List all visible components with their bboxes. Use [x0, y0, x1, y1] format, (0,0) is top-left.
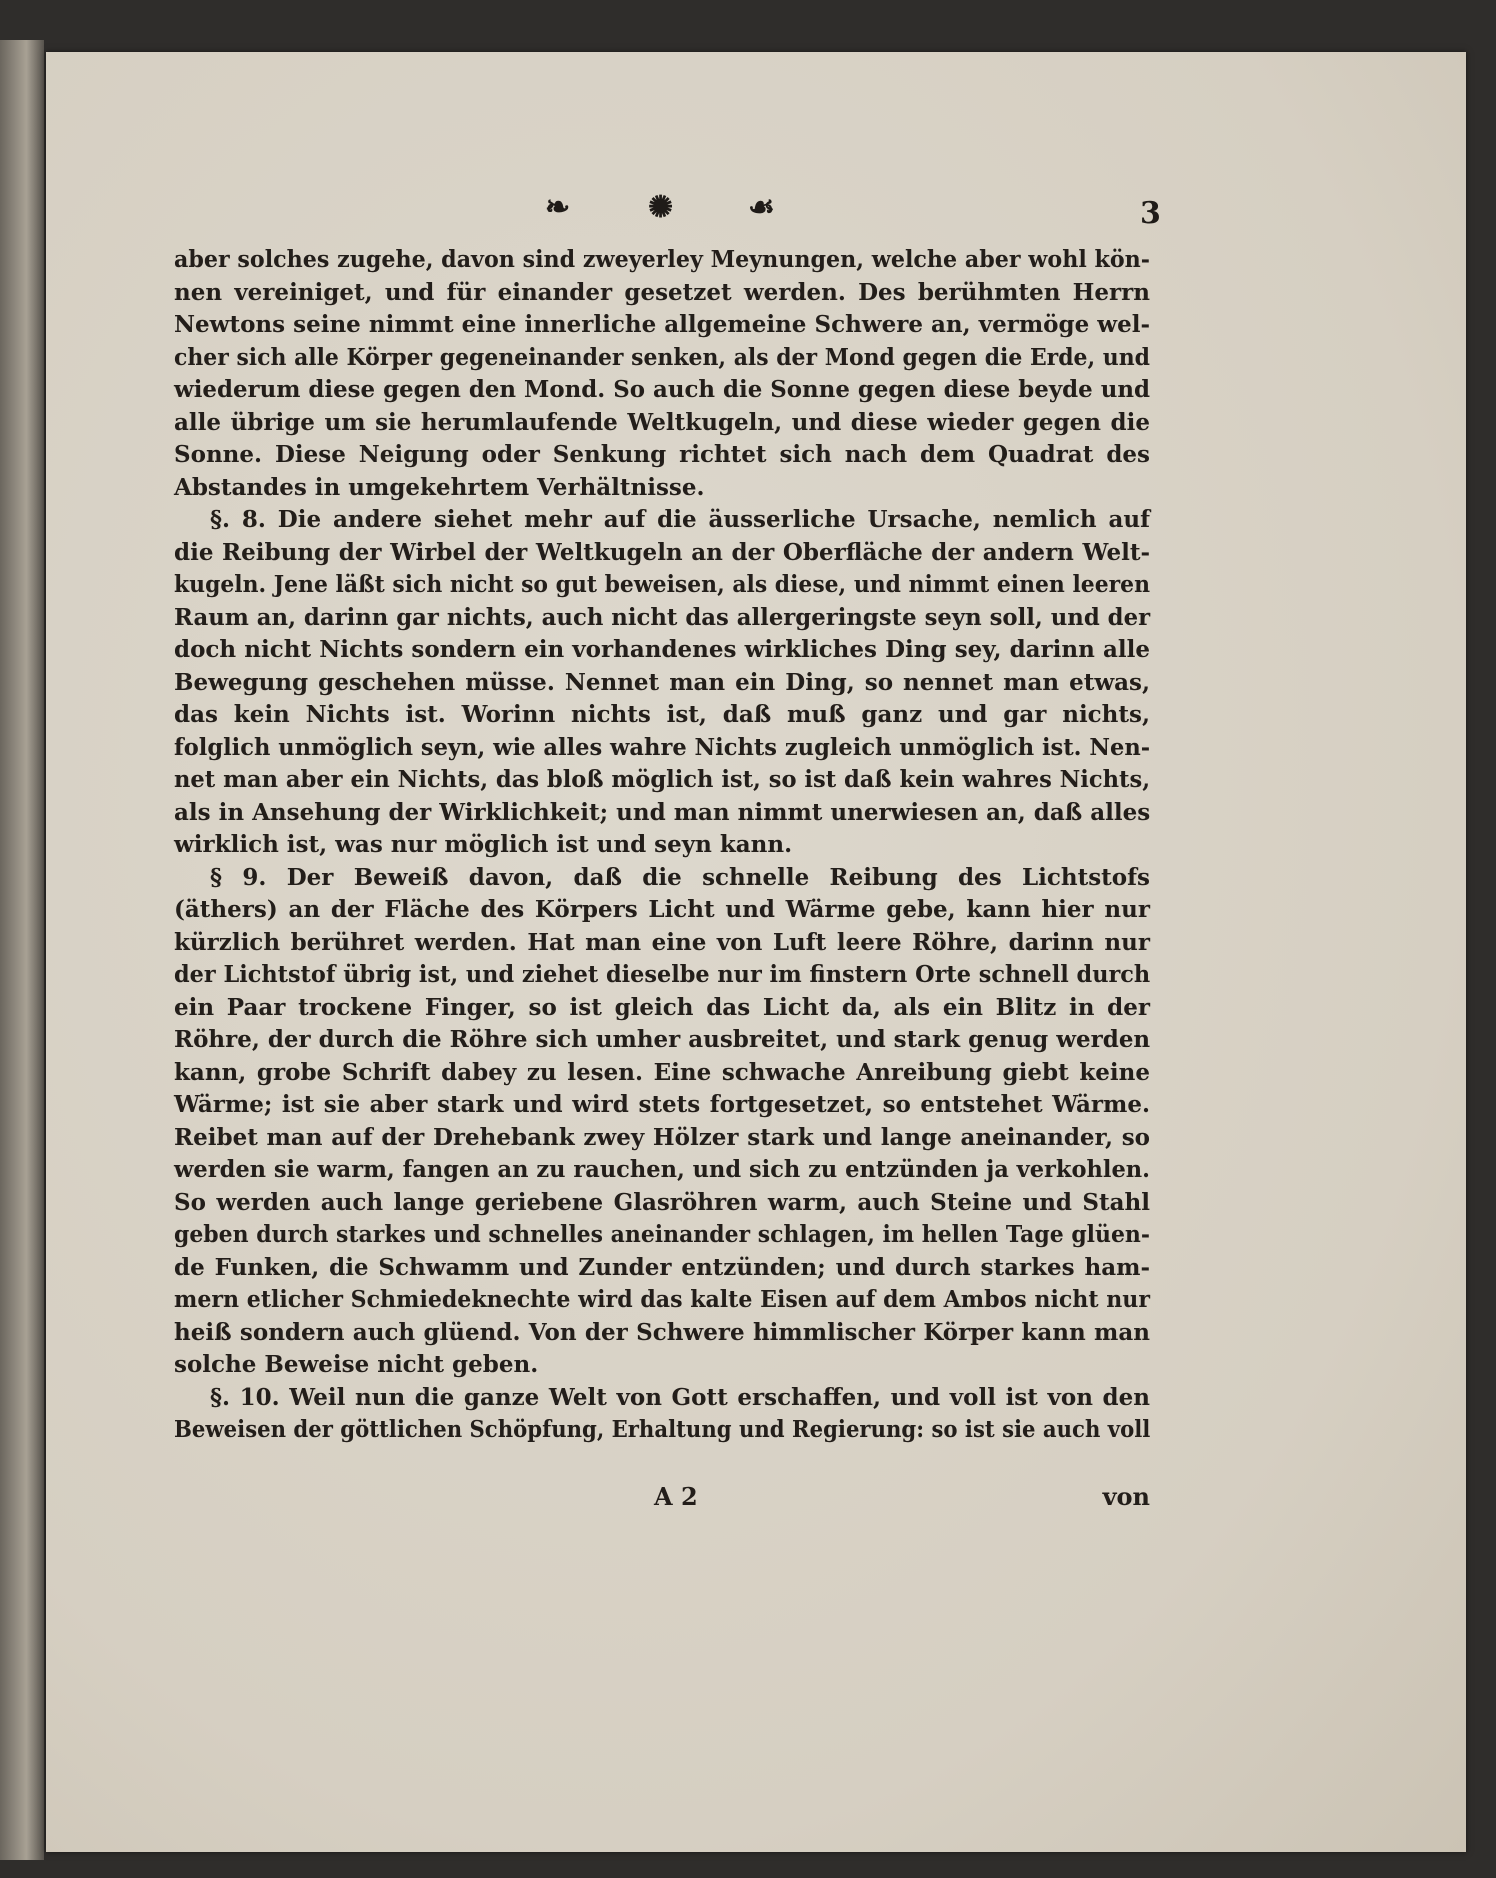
text-line: Bewegung geschehen müsse. Nennet man ein Ding, so nennet man etwas,: [174, 668, 1150, 696]
text-line: aber solches zugehe, davon sind zweyerley Meynungen, welche aber wohl kön-: [174, 246, 1150, 273]
text-line: solche Beweise nicht geben.: [174, 1351, 539, 1378]
text-line: Wärme; ist sie aber stark und wird stets fortgesetzet, so entstehet Wärme.: [174, 1091, 1150, 1118]
page-footer: [174, 1482, 1150, 1516]
text-line: net man aber ein Nichts, das bloß möglich ist, so ist daß kein wahres Nichts,: [174, 766, 1151, 793]
signature-mark: A 2: [654, 1482, 698, 1511]
ornament-left-icon: ❧: [545, 190, 571, 225]
text-line: der Lichtstof übrig ist, und ziehet dieselbe nur im finstern Orte schnell durch: [174, 961, 1151, 988]
text-line: folglich unmöglich seyn, wie alles wahre Nichts zugleich unmöglich ist. Nen-: [174, 733, 1151, 761]
ornament-center-icon: ✺: [648, 190, 674, 225]
text-line: Abstandes in umgekehrtem Verhältnisse.: [174, 473, 705, 501]
text-line: §. 10. Weil nun die ganze Welt von Gott erschaffen, und voll ist von den: [210, 1383, 1150, 1411]
text-line: alle übrige um sie herumlaufende Weltkugeln, und diese wieder gegen die: [174, 408, 1150, 436]
text-line: de Funken, die Schwamm und Zunder entzünden; und durch starkes ham-: [174, 1253, 1150, 1281]
page-header: [0, 190, 1496, 230]
text-line: kugeln. Jene läßt sich nicht so gut beweisen, als diese, und nimmt einen leeren: [174, 571, 1150, 598]
previous-page-edge: [0, 40, 44, 1860]
text-line: heiß sondern auch glüend. Von der Schwere himmlischer Körper kann man: [174, 1318, 1150, 1346]
text-line: Reibet man auf der Drehebank zwey Hölzer stark und lange aneinander, so: [174, 1123, 1150, 1151]
text-line: Röhre, der durch die Röhre sich umher ausbreitet, und stark genug werden: [174, 1026, 1151, 1053]
text-line: die Reibung der Wirbel der Weltkugeln an der Oberfläche der andern Welt-: [174, 538, 1150, 566]
text-line: So werden auch lange geriebene Glasröhren warm, auch Steine und Stahl: [174, 1188, 1150, 1216]
text-line: § 9. Der Beweiß davon, daß die schnelle Reibung des Lichtstofs: [210, 863, 1150, 891]
text-line: das kein Nichts ist. Worinn nichts ist, daß muß ganz und gar nichts,: [174, 701, 1150, 728]
body-text: [174, 244, 1150, 1447]
text-line: §. 8. Die andere siehet mehr auf die äusserliche Ursache, nemlich auf: [210, 506, 1150, 533]
text-line: (äthers) an der Fläche des Körpers Licht und Wärme gebe, kann hier nur: [174, 896, 1150, 923]
ornament-right-icon: ☙: [748, 190, 775, 225]
text-line: als in Ansehung der Wirklichkeit; und man nimmt unerwiesen an, daß alles: [174, 798, 1151, 826]
text-line: wirklich ist, was nur möglich ist und seyn kann.: [174, 831, 793, 858]
text-line: Raum an, darinn gar nichts, auch nicht das allergeringste seyn soll, und der: [174, 603, 1151, 631]
text-line: geben durch starkes und schnelles aneinander schlagen, im hellen Tage glüen-: [174, 1221, 1150, 1248]
text-line: kann, grobe Schrift dabey zu lesen. Eine schwache Anreibung giebt keine: [174, 1058, 1150, 1086]
text-line: mern etlicher Schmiedeknechte wird das kalte Eisen auf dem Ambos nicht nur: [174, 1286, 1150, 1313]
text-line: Sonne. Diese Neigung oder Senkung richtet sich nach dem Quadrat des: [174, 441, 1150, 468]
text-line: kürzlich berühret werden. Hat man eine von Luft leere Röhre, darinn nur: [174, 928, 1150, 956]
text-line: wiederum diese gegen den Mond. So auch die Sonne gegen diese beyde und: [174, 376, 1150, 403]
text-line: Newtons seine nimmt eine innerliche allgemeine Schwere an, vermöge wel-: [174, 311, 1150, 338]
text-line: nen vereiniget, und für einander gesetzet werden. Des berühmten Herrn: [174, 278, 1150, 306]
text-line: cher sich alle Körper gegeneinander senken, als der Mond gegen die Erde, und: [174, 343, 1150, 371]
text-line: ein Paar trockene Finger, so ist gleich das Licht da, als ein Blitz in der: [174, 993, 1150, 1021]
page-number: 3: [1140, 196, 1161, 231]
catchword: von: [1102, 1482, 1150, 1511]
text-line: Beweisen der göttlichen Schöpfung, Erhaltung und Regierung: so ist sie auch voll: [174, 1416, 1151, 1443]
text-line: doch nicht Nichts sondern ein vorhandenes wirkliches Ding sey, darinn alle: [174, 636, 1150, 663]
text-line: werden sie warm, fangen an zu rauchen, und sich zu entzünden ja verkohlen.: [174, 1156, 1150, 1183]
